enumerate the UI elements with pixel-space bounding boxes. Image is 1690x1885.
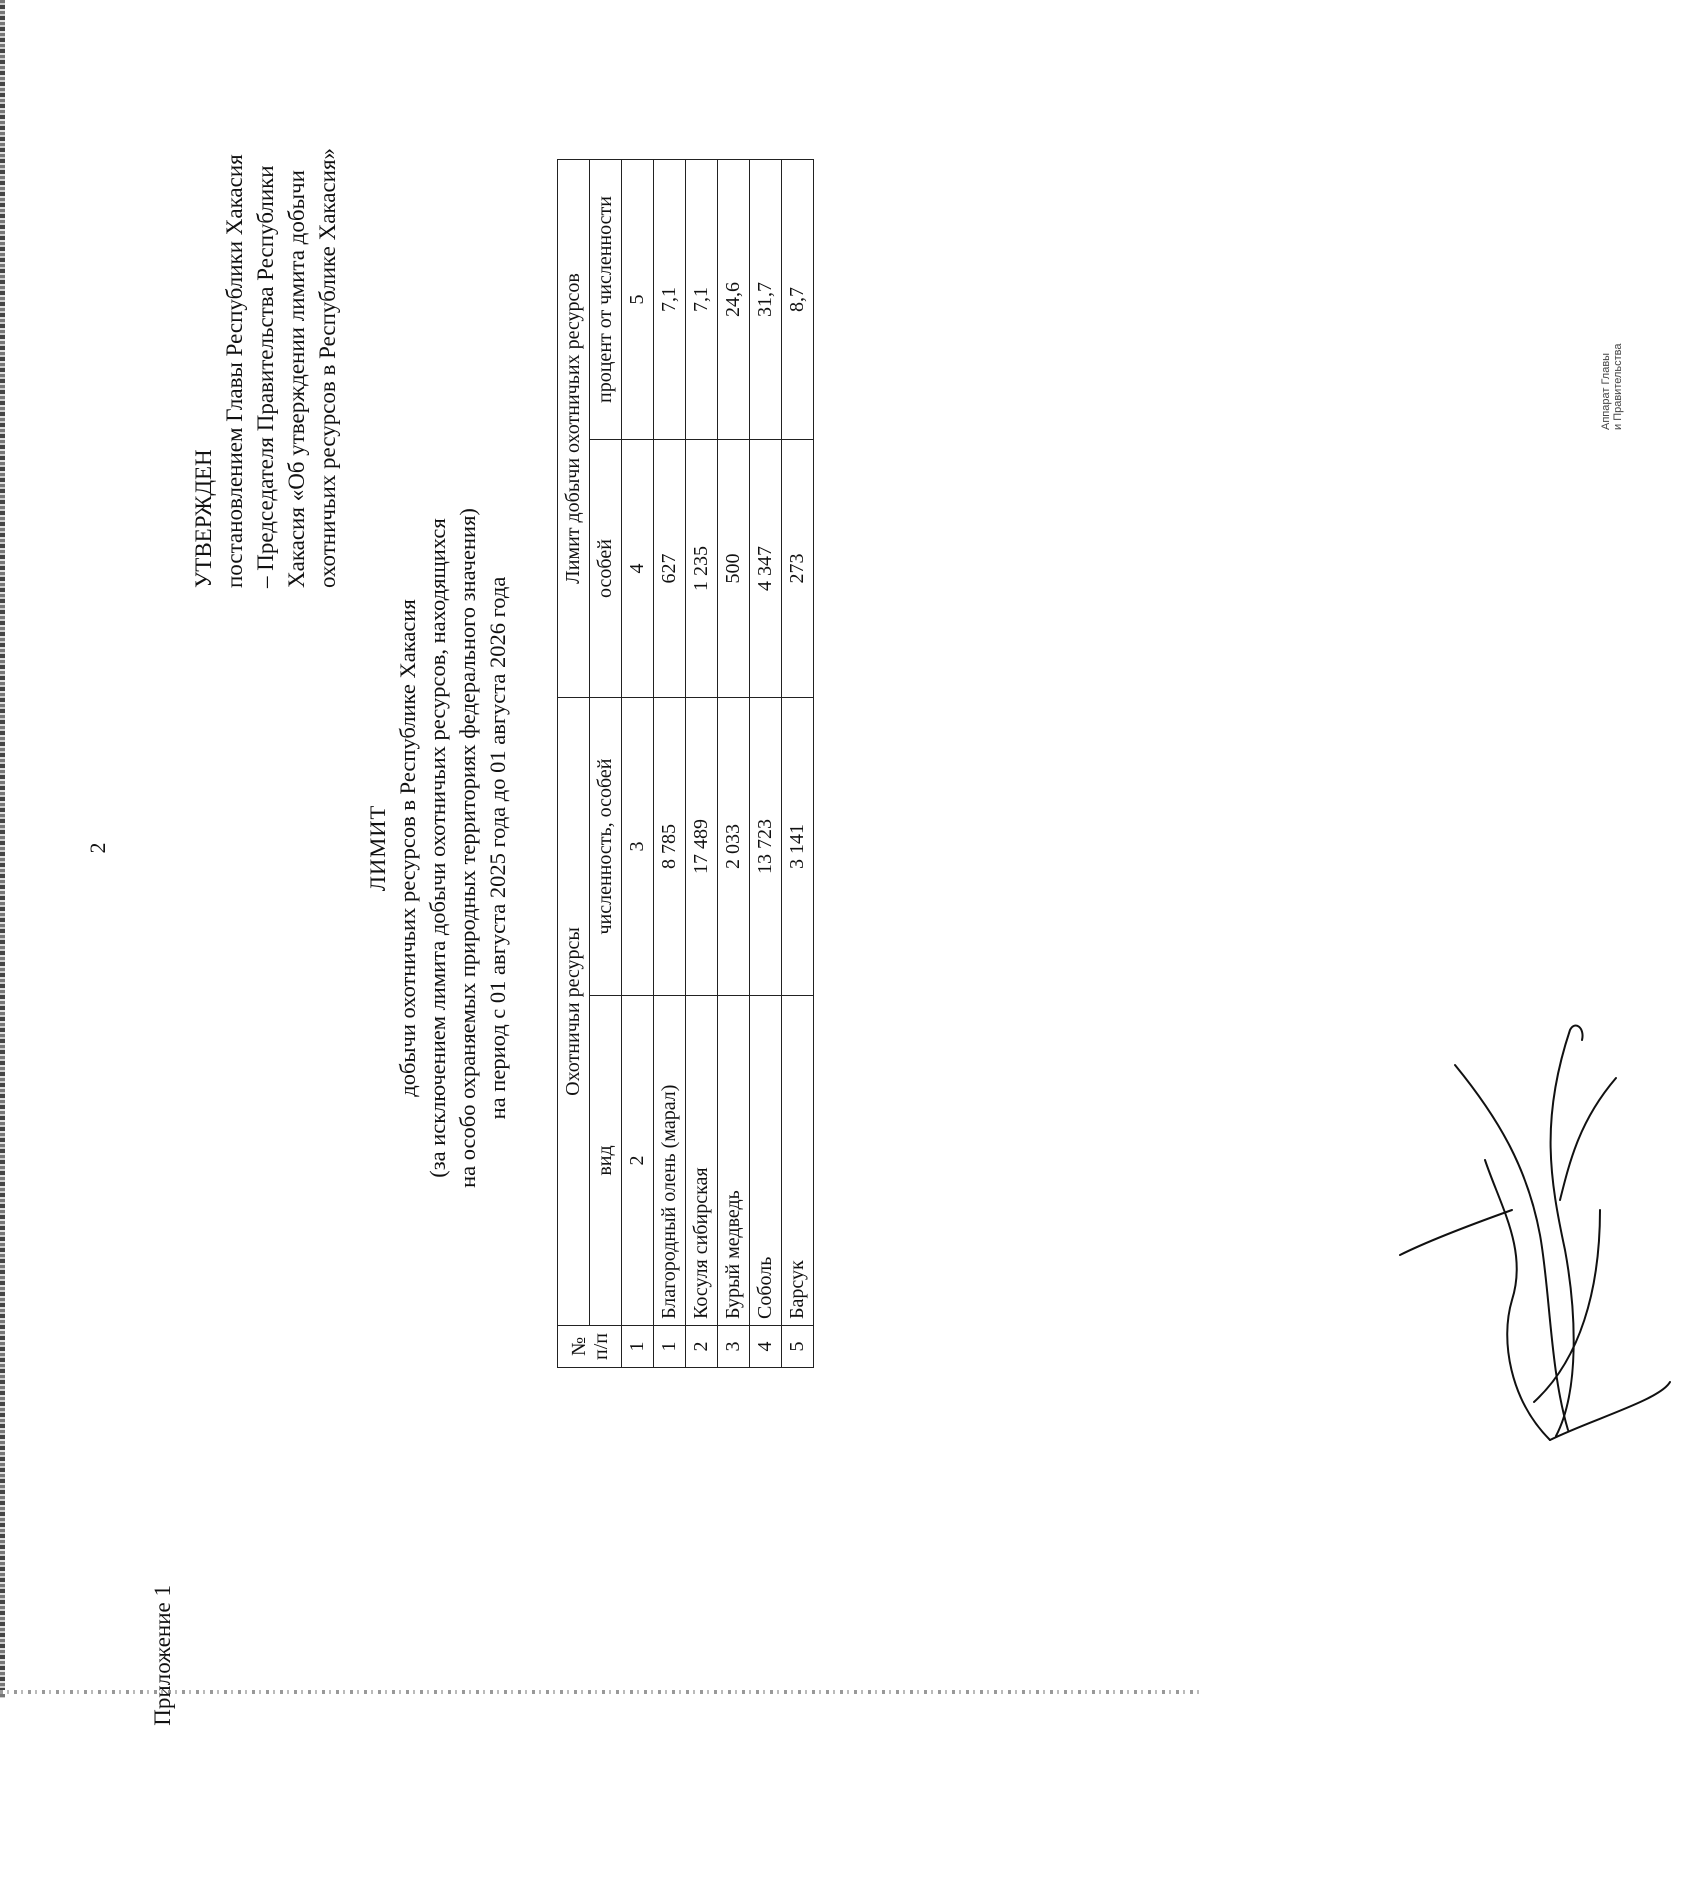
row-species: Благородный олень (марал) [654, 996, 686, 1326]
row-population: 3 141 [782, 698, 814, 996]
column-number: 1 [622, 1326, 654, 1368]
row-species: Бурый медведь [718, 996, 750, 1326]
office-stamp [1600, 230, 1624, 430]
approval-title: УТВЕРЖДЕН [191, 449, 216, 588]
table-row [686, 159, 718, 1367]
row-num: 4 [750, 1326, 782, 1368]
signature-stroke [1534, 1210, 1600, 1402]
signature-drawing [1250, 1000, 1690, 1460]
title-line: добычи охотничьих ресурсов в Республике Хакасия [395, 599, 420, 1097]
stamp-line: и Правительства [1612, 343, 1624, 430]
row-population: 13 723 [750, 698, 782, 996]
column-number: 2 [622, 996, 654, 1326]
limits-table [557, 159, 814, 1368]
column-number: 5 [622, 159, 654, 439]
document-title [363, 298, 513, 1398]
approval-line: охотничьих ресурсов в Республике Хакасия» [315, 147, 340, 588]
row-percent: 7,1 [654, 159, 686, 439]
signature-stroke [1560, 1078, 1616, 1200]
row-num: 3 [718, 1326, 750, 1368]
row-species: Барсук [782, 996, 814, 1326]
header-num: № п/п [558, 1326, 622, 1368]
row-num: 5 [782, 1326, 814, 1368]
row-percent: 7,1 [686, 159, 718, 439]
table-row [654, 159, 686, 1367]
signature-stroke [1400, 1210, 1512, 1255]
table-row [782, 159, 814, 1367]
header-limit-group: Лимит добычи охотничьих ресурсов [558, 159, 590, 697]
row-percent: 8,7 [782, 159, 814, 439]
header-resources-group: Охотничьи ресурсы [558, 698, 590, 1326]
row-population: 2 033 [718, 698, 750, 996]
approval-line: постановлением Главы Республики Хакасия [222, 154, 247, 588]
row-species: Косуля сибирская [686, 996, 718, 1326]
column-number: 3 [622, 698, 654, 996]
title-main: ЛИМИТ [365, 804, 390, 892]
table-row [718, 159, 750, 1367]
header-population: численность, особей [590, 698, 622, 996]
title-line: на период с 01 августа 2025 года до 01 августа 2026 года [485, 576, 510, 1120]
row-limit: 4 347 [750, 440, 782, 698]
row-limit: 500 [718, 440, 750, 698]
header-individuals: особей [590, 440, 622, 698]
stamp-line: Аппарат Главы [1600, 352, 1612, 430]
approval-block [188, 28, 343, 588]
row-species: Соболь [750, 996, 782, 1326]
appendix-label: Приложение 1 [150, 1585, 175, 1726]
row-num: 2 [686, 1326, 718, 1368]
table-row [750, 159, 782, 1367]
approval-line: Хакасия «Об утверждении лимита добычи [284, 170, 309, 588]
row-limit: 627 [654, 440, 686, 698]
row-num: 1 [654, 1326, 686, 1368]
approval-line: – Председателя Правительства Республики [253, 165, 278, 588]
table-header-row [558, 159, 590, 1367]
row-population: 17 489 [686, 698, 718, 996]
row-population: 8 785 [654, 698, 686, 996]
page-number: 2 [85, 842, 110, 854]
signature-stroke [1485, 1160, 1550, 1440]
row-percent: 24,6 [718, 159, 750, 439]
row-limit: 273 [782, 440, 814, 698]
row-percent: 31,7 [750, 159, 782, 439]
row-limit: 1 235 [686, 440, 718, 698]
column-number: 4 [622, 440, 654, 698]
signature-stroke [1550, 1382, 1670, 1440]
table-subheader-row [590, 159, 622, 1367]
header-species: вид [590, 996, 622, 1326]
table-column-numbers-row [622, 159, 654, 1367]
title-line: на особо охраняемых природных территориях федерального значения) [455, 508, 480, 1188]
header-percent: процент от численности [590, 159, 622, 439]
title-line: (за исключением лимита добычи охотничьих ресурсов, находящихся [425, 518, 450, 1178]
